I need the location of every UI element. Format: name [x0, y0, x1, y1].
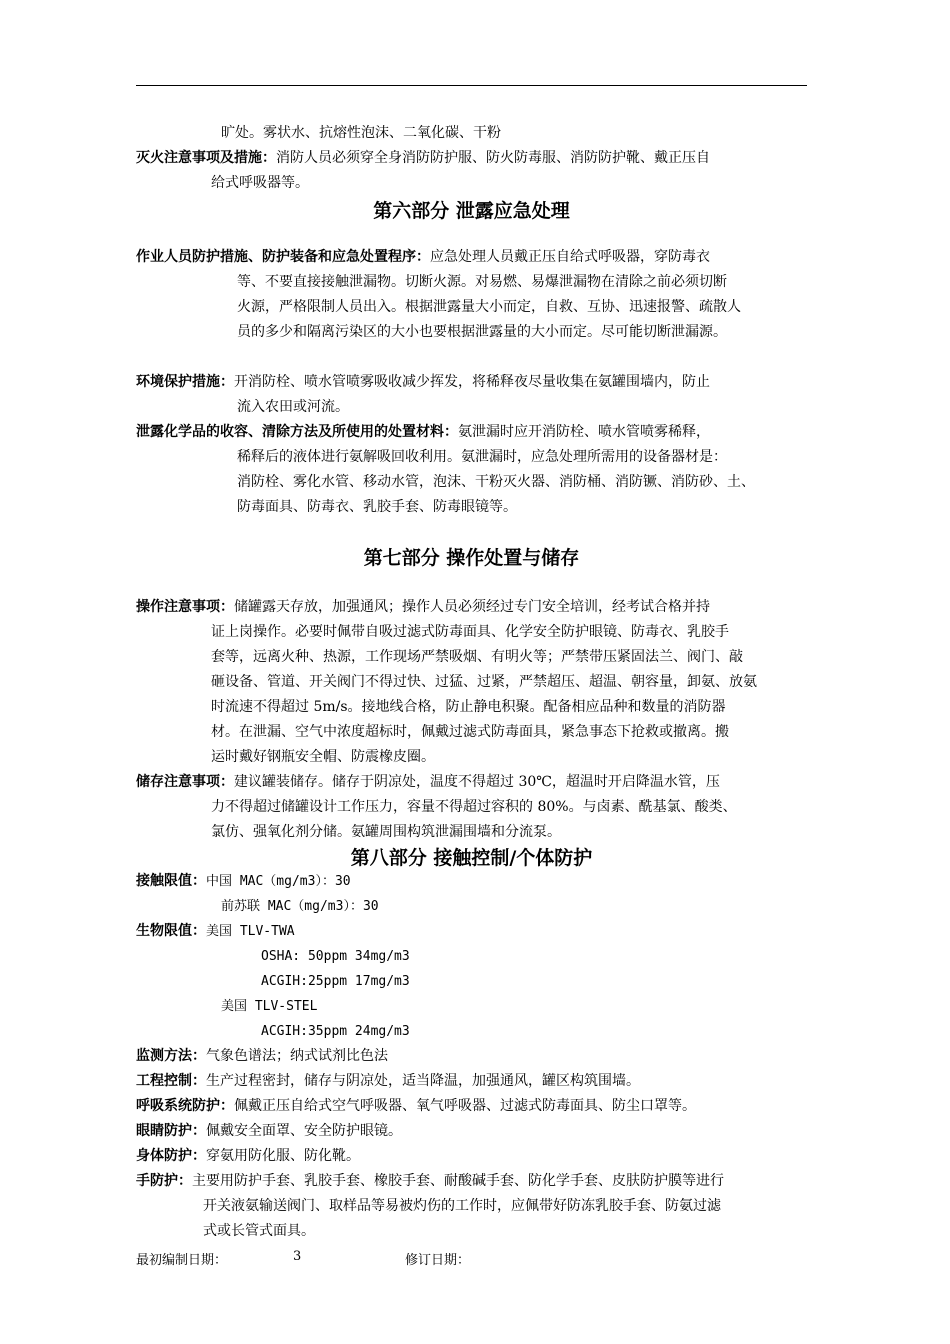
bio-limit-stel: 美国 TLV-STEL — [221, 999, 318, 1014]
operation-notes-text: 储罐露天存放，加强通风；操作人员必须经过专门安全培训，经考试合格并持 — [234, 599, 710, 615]
hand-protection-text: 主要用防护手套、乳胶手套、橡胶手套、耐酸碱手套、防化学手套、皮肤防护膜等进行 — [192, 1173, 724, 1189]
environment-protection-text: 开消防栓、喷水管喷雾吸收减少挥发，将稀释夜尽量收集在氨罐围墙内，防止 — [234, 374, 710, 390]
personnel-protection-label: 作业人员防护措施、防护装备和应急处置程序： — [136, 249, 430, 265]
eye-protection-text: 佩戴安全面罩、安全防护眼镜。 — [206, 1123, 402, 1139]
environment-protection-label: 环境保护措施： — [136, 374, 234, 390]
hand-protection-line: 开关液氨输送阀门、取样品等易被灼伤的工作时，应佩带好防冻乳胶手套、防氨过滤 — [203, 1198, 721, 1214]
operation-notes-line: 时流速不得超过 5m/s。接地线合格，防止静电积聚。配备相应品种和数量的消防器 — [211, 699, 726, 715]
operation-notes-line: 套等，远离火种、热源，工作现场严禁吸烟、有明火等；严禁带压紧固法兰、阀门、敲 — [211, 649, 743, 665]
monitoring-method-text: 气象色谱法；纳式试剂比色法 — [206, 1048, 388, 1064]
exposure-limit — [136, 869, 351, 894]
exposure-limit-ussr: 前苏联 MAC（mg/m3）：30 — [221, 899, 379, 914]
operation-notes-line: 砸设备、管道、开关阀门不得过快、过猛、过紧，严禁超压、超温、朝容量，卸氨、放氨 — [211, 674, 757, 690]
footer-initial-date-label: 最初编制日期： — [136, 1253, 228, 1268]
storage-notes-text: 建议罐装储存。储存于阴凉处，温度不得超过 30℃，超温时开启降温水管，压 — [234, 774, 720, 790]
section7-title: 第七部分 操作处置与储存 — [363, 547, 580, 569]
bio-limit-acgih-stel: ACGIH:35ppm 24mg/m3 — [261, 1024, 410, 1039]
extinguishing-media-continuation: 旷处。雾状水、抗熔性泡沫、二氧化碳、干粉 — [221, 125, 501, 141]
monitoring-method-label: 监测方法： — [136, 1048, 206, 1064]
personnel-protection — [136, 245, 812, 345]
hand-protection-label: 手防护： — [136, 1173, 192, 1189]
storage-notes-label: 储存注意事项： — [136, 774, 234, 790]
operation-notes — [136, 595, 812, 770]
respiratory-protection-text: 佩戴正压自给式空气呼吸器、氧气呼吸器、过滤式防毒面具、防尘口罩等。 — [234, 1098, 696, 1114]
body-protection — [136, 1144, 360, 1169]
bio-limit-osha: OSHA: 50ppm 34mg/m3 — [261, 949, 410, 964]
fire-notes — [136, 146, 812, 196]
operation-notes-line: 材。在泄漏、空气中浓度超标时，佩戴过滤式防毒面具，紧急事态下抢救或撤离。搬 — [211, 724, 729, 740]
fire-notes-label: 灭火注意事项及措施： — [136, 150, 276, 166]
bio-limit — [136, 919, 295, 944]
environment-protection — [136, 370, 812, 420]
bio-limit-acgih-twa: ACGIH:25ppm 17mg/m3 — [261, 974, 410, 989]
storage-notes — [136, 770, 812, 845]
personnel-protection-line: 员的多少和隔离污染区的大小也要根据泄露量的大小而定。尽可能切断泄漏源。 — [237, 324, 727, 340]
operation-notes-label: 操作注意事项： — [136, 599, 234, 615]
personnel-protection-text: 应急处理人员戴正压自给式呼吸器，穿防毒衣 — [430, 249, 710, 265]
containment-methods-line: 消防栓、雾化水管、移动水管，泡沫、干粉灭火器、消防桶、消防镢、消防砂、土、 — [237, 474, 755, 490]
monitoring-method — [136, 1044, 388, 1069]
containment-methods-line: 防毒面具、防毒衣、乳胶手套、防毒眼镜等。 — [237, 499, 517, 515]
environment-protection-line: 流入农田或河流。 — [237, 399, 349, 415]
bio-limit-label: 生物限值： — [136, 923, 206, 939]
operation-notes-line: 证上岗操作。必要时佩带自吸过滤式防毒面具、化学安全防护眼镜、防毒衣、乳胶手 — [211, 624, 729, 640]
engineering-control-text: 生产过程密封，储存与阴凉处，适当降温，加强通风，罐区构筑围墙。 — [206, 1073, 640, 1089]
section6-title: 第六部分 泄露应急处理 — [373, 200, 570, 222]
storage-notes-line: 氯仿、强氧化剂分储。氨罐周围构筑泄漏围墙和分流泵。 — [211, 824, 561, 840]
engineering-control-label: 工程控制： — [136, 1073, 206, 1089]
eye-protection-label: 眼睛防护： — [136, 1123, 206, 1139]
respiratory-protection-label: 呼吸系统防护： — [136, 1098, 234, 1114]
respiratory-protection — [136, 1094, 696, 1119]
fire-notes-text-cont: 给式呼吸器等。 — [211, 175, 309, 191]
containment-methods-text: 氨泄漏时应开消防栓、喷水管喷雾稀释， — [458, 424, 710, 440]
exposure-limit-label: 接触限值： — [136, 873, 206, 889]
containment-methods — [136, 420, 812, 520]
hand-protection — [136, 1169, 812, 1244]
eye-protection — [136, 1119, 402, 1144]
body-protection-label: 身体防护： — [136, 1148, 206, 1164]
storage-notes-line: 力不得超过储罐设计工作压力，容量不得超过容积的 80%。与卤素、酰基氯、酸类、 — [211, 799, 737, 815]
footer-page-number: 3 — [293, 1249, 302, 1264]
personnel-protection-line: 火源，严格限制人员出入。根据泄露量大小而定，自救、互协、迅速报警、疏散人 — [237, 299, 741, 315]
containment-methods-label: 泄露化学品的收容、清除方法及所使用的处置材料： — [136, 424, 458, 440]
footer-revision-date-label: 修订日期： — [405, 1253, 471, 1268]
bio-limit-twa: 美国 TLV-TWA — [206, 924, 295, 939]
body-protection-text: 穿氨用防化服、防化靴。 — [206, 1148, 360, 1164]
fire-notes-text: 消防人员必须穿全身消防防护服、防火防毒服、消防防护靴、戴正压自 — [276, 150, 710, 166]
header-rule — [136, 85, 807, 86]
engineering-control — [136, 1069, 640, 1094]
containment-methods-line: 稀释后的液体进行氨解吸回收利用。氨泄漏时，应急处理所需用的设备器材是： — [237, 449, 727, 465]
personnel-protection-line: 等、不要直接接触泄漏物。切断火源。对易燃、易爆泄漏物在清除之前必须切断 — [237, 274, 727, 290]
section8-title: 第八部分 接触控制/个体防护 — [350, 847, 593, 869]
operation-notes-line: 运时戴好钢瓶安全帽、防震橡皮圈。 — [211, 749, 435, 765]
exposure-limit-china: 中国 MAC（mg/m3）：30 — [206, 874, 351, 889]
hand-protection-line: 式或长管式面具。 — [203, 1223, 315, 1239]
